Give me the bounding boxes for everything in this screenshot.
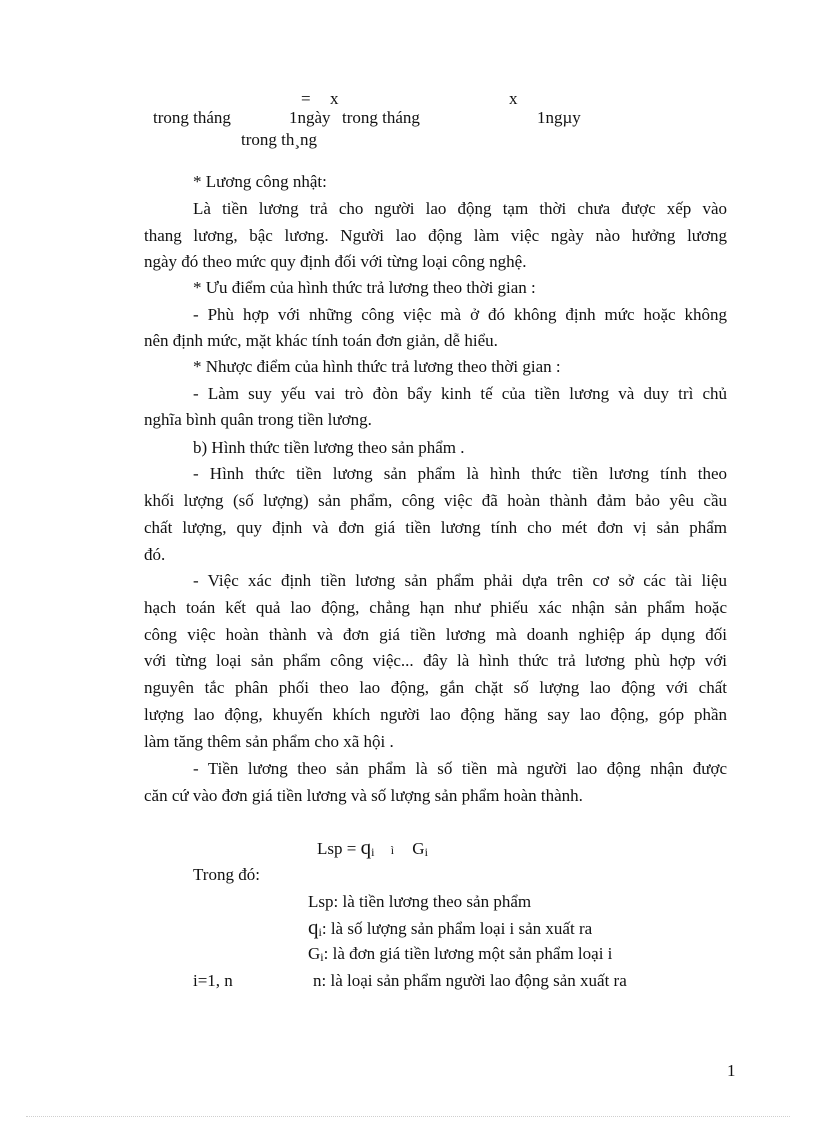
def-g-text: : là đơn giá tiền lương một sản phẩm loại i [323,944,613,963]
text-line: nên định mức, mặt khác tính toán đơn giản, dễ hiểu. [144,331,498,350]
formula-subscript: i [371,845,375,859]
trong-do-label: Trong đó: [193,865,260,884]
def-q-subscript: i [318,925,322,939]
text-line: lượng lao động, khuyến khích người lao động hăng say lao động, góp phần [144,705,727,724]
def-g [308,945,612,962]
formula-label: trong th¸ng [241,130,318,149]
formula-subscript: i [424,845,428,859]
def-lsp: Lsp: là tiền lương theo sản phẩm [308,892,532,911]
def-range: i=1, n [193,971,233,990]
formula-lsp [317,837,428,858]
formula-label: 1ngày [289,108,331,127]
heading-luong-cong-nhat: * Lương công nhật: [193,172,327,191]
text-line: thang lương, bậc lương. Người lao động làm việc ngày nào hưởng lương [144,226,727,245]
formula-label: trong tháng [342,108,420,127]
formula-times-1: x [330,89,339,108]
heading-section-b: b) Hình thức tiền lương theo sản phẩm . [193,438,465,457]
text-line: - Phù hợp với những công việc mà ở đó không định mức hoặc không [193,305,727,324]
formula-q-symbol: q [360,835,372,859]
formula-label: trong tháng [153,108,231,127]
text-line: đó. [144,545,166,564]
formula-g-symbol: G [412,839,425,858]
def-n: n: là loại sản phẩm người lao động sản xuất ra [313,971,627,990]
text-line: - Hình thức tiền lương sản phẩm là hình thức tiền lương tính theo [193,464,727,483]
heading-nhuoc-diem: * Nhược điểm của hình thức trả lương theo thời gian : [193,357,561,376]
formula-label: 1ngµy [537,108,581,127]
text-line: chất lượng, quy định và đơn giá tiền lương tính cho mét đơn vị sản phẩm [144,518,727,537]
text-line: với từng loại sản phẩm công việc... đây là hình thức trả lương phù hợp với [144,651,727,670]
heading-uu-diem: * Ưu điểm của hình thức trả lương theo thời gian : [193,278,536,297]
formula-times-2: x [509,89,518,108]
page-bottom-divider [26,1116,790,1117]
def-q-symbol: q [308,915,319,939]
text-line: căn cứ vào đơn giá tiền lương và số lượng sản phẩm hoàn thành. [144,786,583,805]
page-number: 1 [727,1061,736,1080]
formula-multiply: ì [390,843,395,857]
def-g-symbol: G [308,944,321,963]
def-q-text: : là số lượng sản phẩm loại i sản xuất ra [321,919,593,938]
formula-equals: = [301,89,311,108]
text-line: công việc hoàn thành và đơn giá tiền lương mà doanh nghiệp áp dụng đối [144,625,727,644]
text-line: nguyên tắc phân phối theo lao động, gắn chặt số lượng lao động với chất [144,678,727,697]
text-line: hạch toán kết quả lao động, chẳng hạn như phiếu xác nhận sản phẩm hoặc [144,598,727,617]
text-line: ngày đó theo mức quy định đối với từng loại công nghệ. [144,252,527,271]
text-line: - Tiền lương theo sản phẩm là số tiền mà người lao động nhận được [193,759,727,778]
def-g-subscript: i [320,950,324,964]
text-line: - Làm suy yếu vai trò đòn bẩy kinh tế của tiền lương và duy trì chủ [193,384,727,403]
text-line: Là tiền lương trả cho người lao động tạm thời chưa được xếp vào [193,199,727,218]
text-line: khối lượng (số lượng) sản phẩm, công việc đã hoàn thành đảm bảo yêu cầu [144,491,727,510]
text-line: - Việc xác định tiền lương sản phẩm phải dựa trên cơ sở các tài liệu [193,571,727,590]
formula-lhs: Lsp = [317,839,361,858]
text-line: làm tăng thêm sản phẩm cho xã hội . [144,732,394,751]
text-line: nghĩa bình quân trong tiền lương. [144,410,372,429]
def-q [308,917,592,938]
